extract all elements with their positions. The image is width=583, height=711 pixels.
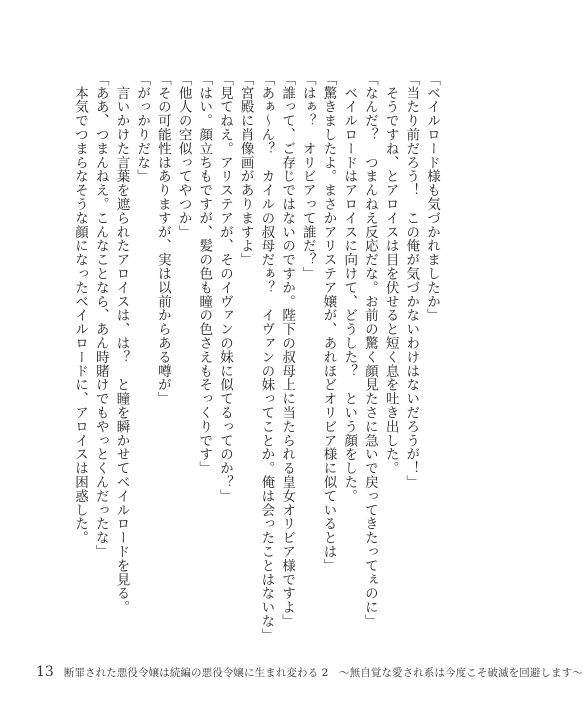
text-line: 「はい。顔立ちもですが、髪の色も瞳の色さえもそっくりです」 <box>196 72 213 476</box>
text-line: 「宮殿に肖像画がありますよ」 <box>237 72 254 267</box>
text-line: ベイルロードはアロイスに向けて、どうした？ という顔をした。 <box>341 72 358 503</box>
text-line: 「驚きましたよ。まさかアリステア嬢が、あれほどオリビア様に似ているとは」 <box>320 72 337 573</box>
text-line: 「ベイルロード様も気づかれましたか」 <box>424 72 440 323</box>
text-line: 「他人の空似ってやつか」 <box>175 72 192 239</box>
text-line: そうですね、とアロイスは目を伏せると短く息を吐き出した。 <box>382 72 399 476</box>
text-line: 言いかけた言葉を遮られたアロイスは、は？ と瞳を瞬かせてベイルロードを見る。 <box>113 72 130 615</box>
page-footer <box>36 664 583 682</box>
text-line: 「誰って、ご存じではないのですか。陛下の叔母上に当たられる皇女オリビア様ですよ」 <box>279 72 296 628</box>
text-line: 「はぁ？ オリビアって誰だ？」 <box>299 72 316 281</box>
text-line: 「当たり前だろう！ この俺が気づかないわけはないだろうが！」 <box>403 72 420 489</box>
text-line: 本気でつまらなそうな顔になったベイルロードに、アロイスは困惑した。 <box>72 72 89 545</box>
text-line: 「がっかりだな」 <box>134 72 151 184</box>
running-title: 断罪された悪役令嬢は続編の悪役令嬢に生まれ変わる 2 ～無自覚な愛され系は今度こそ破滅を回避します～ <box>63 667 583 679</box>
text-line: 「あぁ～ん？ カイルの叔母だぁ？ イヴァンの妹ってことか。俺は会ったことはないな」 <box>258 72 275 642</box>
text-line: 「ああ、つまんねえ。こんなことなら、あん時賭けでもやっとくんだったな」 <box>92 72 109 559</box>
page-number: 13 <box>36 664 54 680</box>
text-line: 「見てねえ。アリステアが、そのイヴァンの妹に似てるってのか？」 <box>216 72 233 503</box>
text-line: 「なんだ？ つまんねえ反応だな。お前の驚く顔見たさに急いで戻ってきたってぇのに」 <box>361 72 378 628</box>
body-text <box>42 72 442 642</box>
text-line: 「その可能性はありますが、実は以前からある噂が」 <box>154 72 171 406</box>
